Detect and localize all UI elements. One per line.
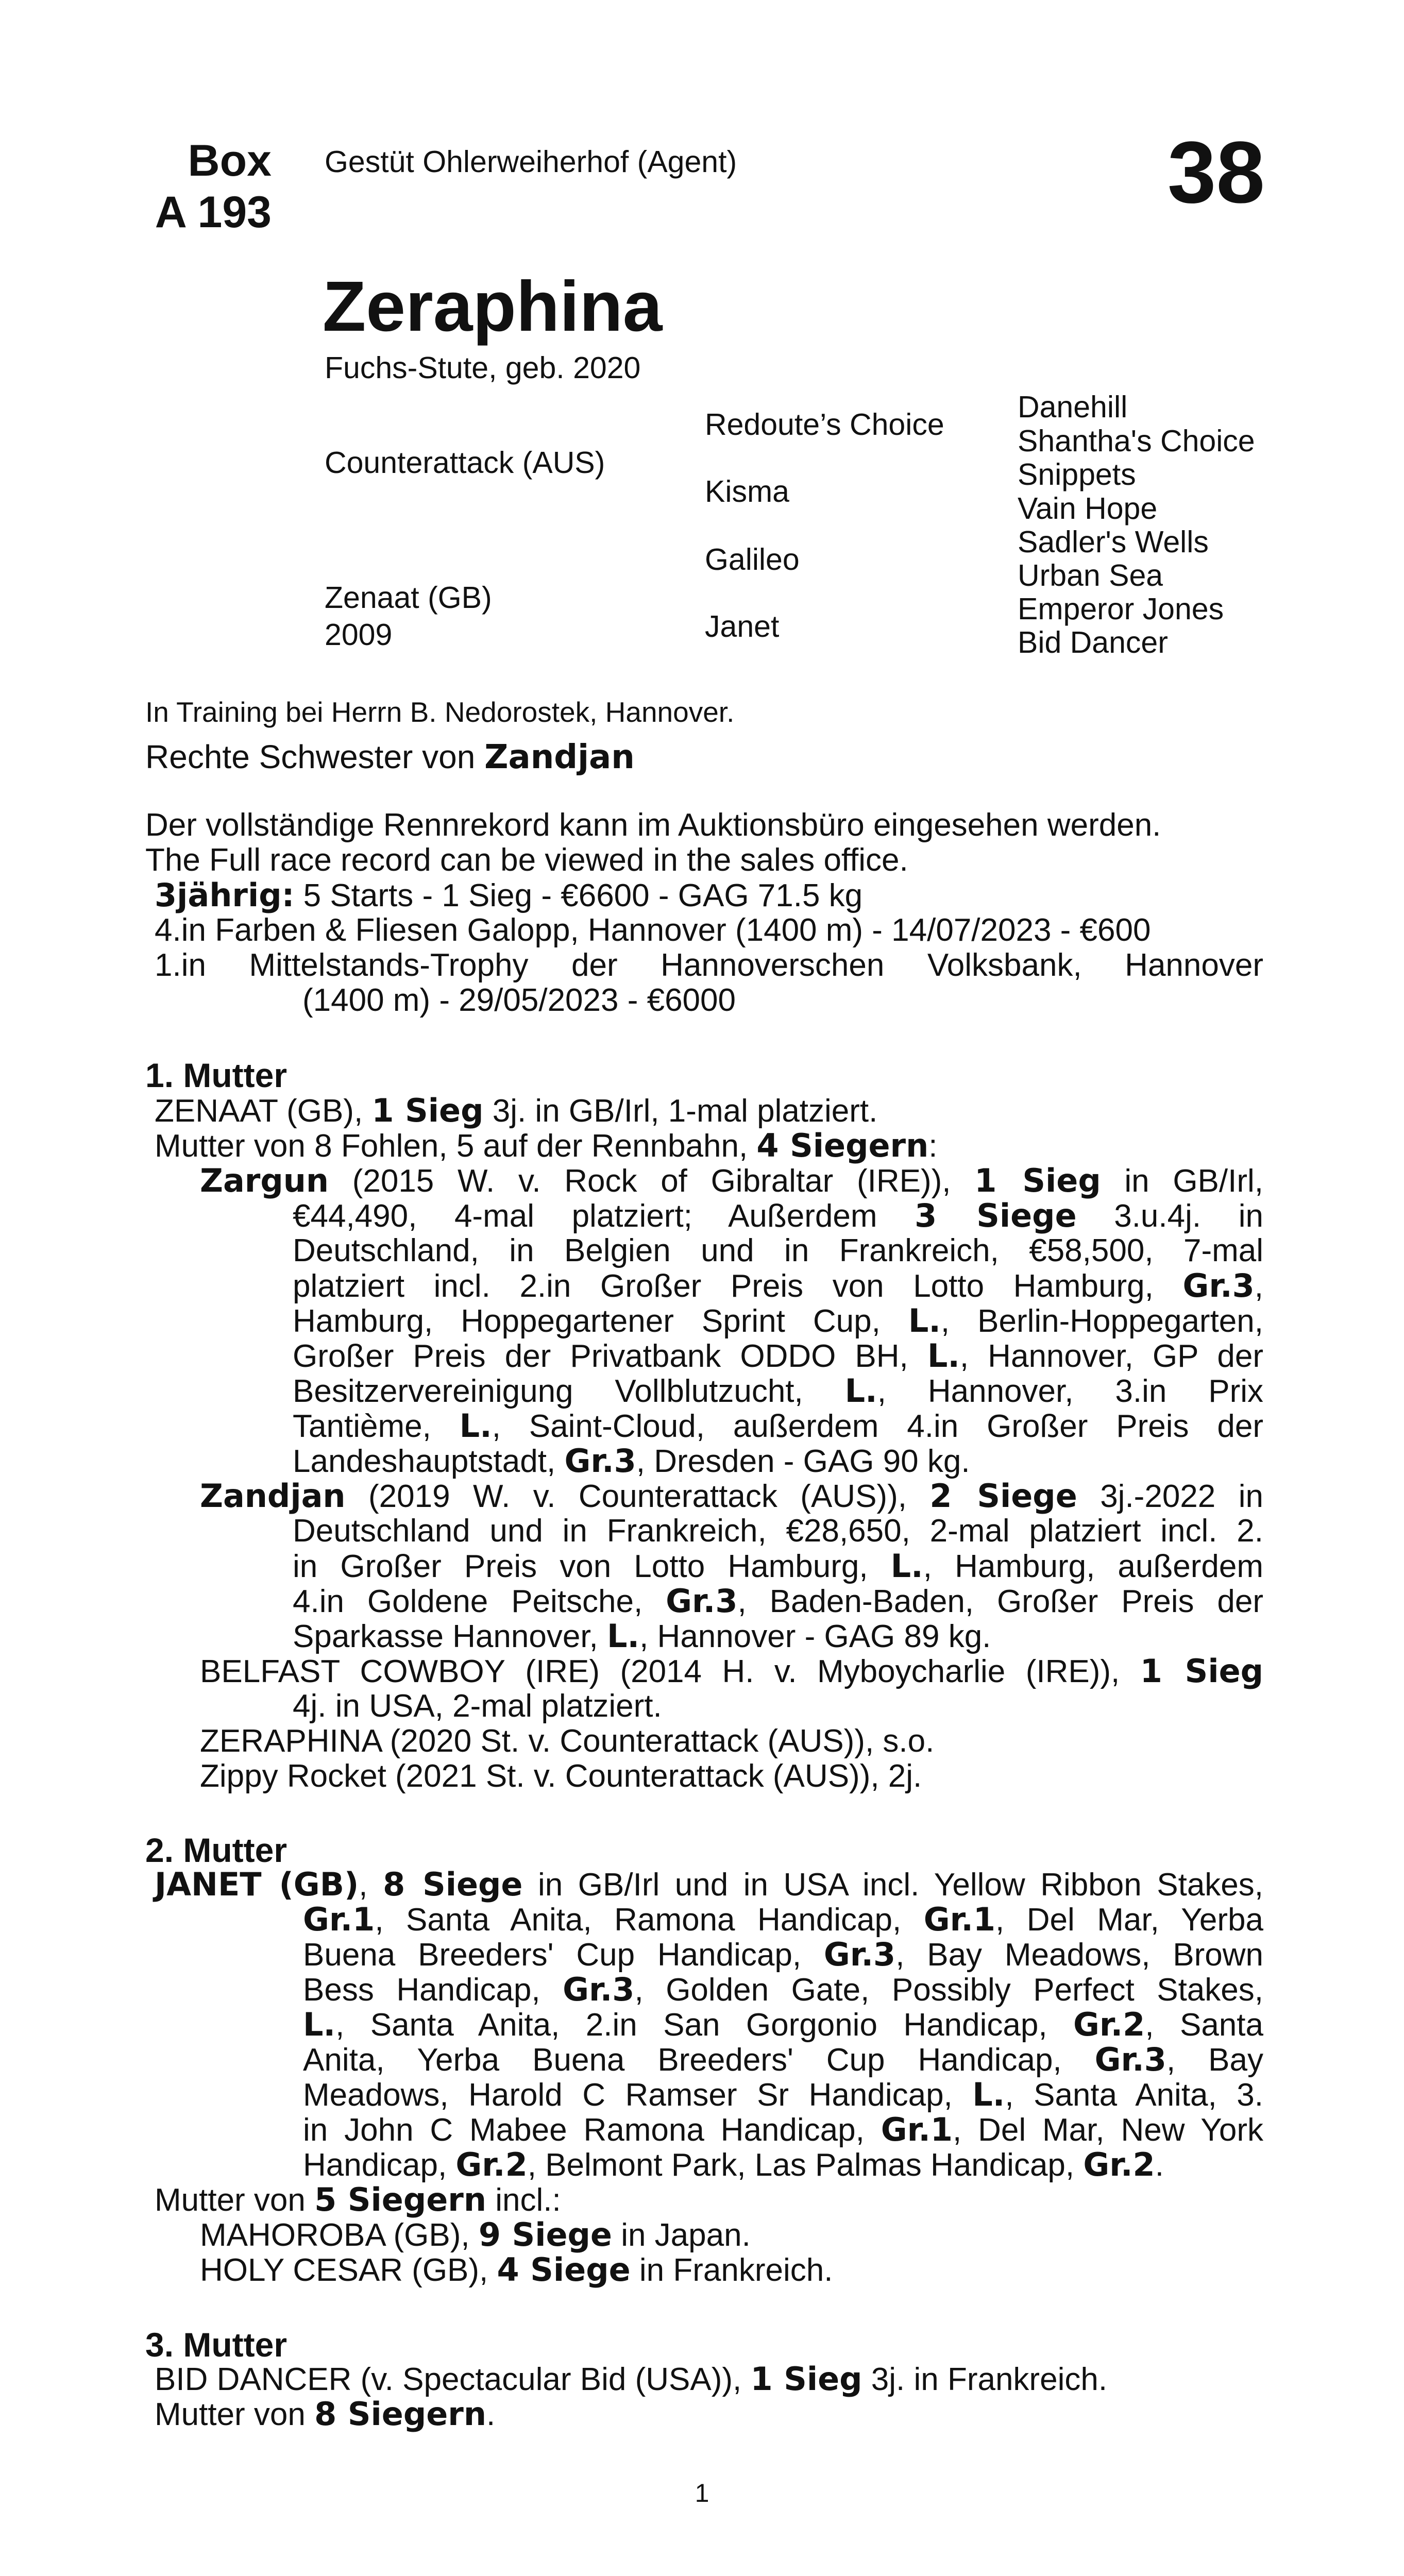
progeny-holy-rest: in Frankreich. [639,2252,833,2288]
second-dam-line: Anita, Yerba Buena Breeders' Cup Handicap, Gr.3, Bay [303,2041,1263,2078]
race-record-line: (1400 m) - 29/05/2023 - €6000 [302,982,736,1018]
pedigree-sire: Counterattack (AUS) [325,446,605,480]
progeny-zargun-line: €44,490, 4-mal platziert; Außerdem 3 Siege 3.u.4j. in [293,1197,1263,1234]
second-dam-line: Meadows, Harold C Ramser Sr Handicap, L., Santa Anita, 3. [303,2076,1263,2113]
progeny-zandjan-wins: 2 Siege [929,1477,1077,1515]
third-dam-wins: 1 Sieg [750,2360,862,2398]
agent-name: Gestüt Ohlerweiherhof (Agent) [325,145,737,179]
training-note: In Training bei Herrn B. Nedorostek, Hannover. [145,696,735,728]
progeny-zandjan-name: Zandjan [200,1477,346,1515]
third-dam-wins-rest: 3j. in Frankreich. [871,2362,1108,2397]
sibling-name: Zandjan [484,738,635,776]
pedigree-great-grandparent: Danehill [1018,390,1128,424]
race-record-line: 1.in Mittelstands-Trophy der Hannoverschen Volksbank, Hannover [155,947,1263,983]
third-dam-line [155,2362,1107,2398]
second-dam-line1: JANET (GB), 8 Siege in GB/Irl und in USA incl. Yellow Ribbon Stakes, [155,1866,1264,1903]
progeny-zandjan-line: Deutschland und in Frankreich, €28,650, 2-mal platziert incl. 2. [293,1513,1263,1549]
pedigree-great-grandparent: Shantha's Choice [1018,424,1255,458]
progeny-zargun-line: Deutschland, in Belgien und in Frankreich, €58,500, 7-mal [293,1233,1263,1268]
pedigree-great-grandparent: Sadler's Wells [1018,525,1209,559]
produce-prefix: Mutter von [155,2397,306,2432]
first-dam-produce [155,1128,937,1164]
second-dam-wins: 8 Siege [383,1866,523,1903]
section-heading-third-dam: 3. Mutter [145,2326,287,2364]
second-dam-line: Buena Breeders' Cup Handicap, Gr.3, Bay Meadows, Brown [303,1936,1263,1973]
first-dam-name: ZENAAT (GB), [155,1093,363,1129]
pedigree-grandparent: Redoute’s Choice [705,408,944,442]
produce-prefix: Mutter von [155,2182,306,2218]
box-line-2: A 193 [155,188,272,237]
progeny-belfast-name: BELFAST COWBOY (IRE) (2014 H. v. Myboycharlie (IRE)), [200,1654,1120,1689]
race-record-summary-text: 5 Starts - 1 Sieg - €6600 - GAG 71.5 kg [303,878,863,913]
progeny-zargun-line1: Zargun (2015 W. v. Rock of Gibraltar (IRE)), 1 Sieg in GB/Irl, [200,1162,1264,1199]
progeny-belfast-line1 [200,1654,1263,1690]
pedigree-grandparent: Galileo [705,543,800,577]
first-dam-wins: 1 Sieg [371,1092,484,1129]
race-record-summary [155,878,862,913]
progeny-belfast-line2: 4j. in USA, 2-mal platziert. [293,1688,662,1724]
progeny-zandjan-line: Sparkasse Hannover, L., Hannover - GAG 89 kg. [293,1617,991,1655]
pedigree-great-grandparent: Bid Dancer [1018,625,1168,659]
horse-name: Zeraphina [323,267,663,346]
second-dam-produce [155,2182,561,2218]
progeny-zargun-line: Besitzervereinigung Vollblutzucht, L., Hannover, 3.in Prix [293,1372,1263,1410]
sibling-note [145,738,635,776]
sibling-prefix: Rechte Schwester von [145,738,476,775]
box-label [144,135,272,238]
progeny-zargun-line: Tantième, L., Saint-Cloud, außerdem 4.in Großer Preis der [293,1407,1263,1445]
produce-suffix: : [928,1128,938,1164]
progeny-zandjan-line: 4.in Goldene Peitsche, Gr.3, Baden-Baden, Großer Preis der [293,1582,1263,1620]
record-note-de: Der vollständige Rennrekord kann im Auktionsbüro eingesehen werden. [145,807,1161,843]
first-dam-line [155,1093,877,1129]
progeny-zippy-rocket: Zippy Rocket (2021 St. v. Counterattack (AUS)), 2j. [200,1758,922,1794]
produce-winners: 4 Siegern [756,1127,929,1164]
second-dam-line: Handicap, Gr.2, Belmont Park, Las Palmas Handicap, Gr.2. [303,2146,1164,2183]
race-record-line: 4.in Farben & Fliesen Galopp, Hannover (1400 m) - 14/07/2023 - €600 [155,912,1151,948]
progeny-zandjan-line: in Großer Preis von Lotto Hamburg, L., Hamburg, außerdem [293,1547,1263,1585]
second-dam-line: in John C Mabee Ramona Handicap, Gr.1, Del Mar, New York [303,2111,1264,2148]
progeny-belfast-wins: 1 Sieg [1140,1652,1264,1690]
progeny-mahoroba-wins: 9 Siege [478,2216,612,2253]
pedigree-dam: Zenaat (GB) [325,581,492,615]
pedigree-great-grandparent: Vain Hope [1018,492,1158,526]
produce-winners: 8 Siegern [314,2395,486,2433]
pedigree-grandparent: Kisma [705,474,789,509]
second-dam-name: JANET (GB) [155,1866,359,1903]
section-heading-first-dam: 1. Mutter [145,1056,287,1094]
third-dam-produce [155,2397,495,2433]
first-dam-wins-rest: 3j. in GB/Irl, 1-mal platziert. [492,1093,878,1129]
horse-description: Fuchs-Stute, geb. 2020 [325,351,641,385]
progeny-zargun-line: Landeshauptstadt, Gr.3, Dresden - GAG 90 kg. [293,1442,970,1480]
race-record-label: 3jährig: [155,876,295,914]
progeny-holy-cesar [200,2252,833,2289]
pedigree-great-grandparent: Urban Sea [1018,558,1163,592]
progeny-zandjan-line1 [200,1479,1263,1515]
produce-suffix: . [486,2397,496,2432]
record-note-en: The Full race record can be viewed in the sales office. [145,842,908,878]
progeny-zargun-line: Großer Preis der Privatbank ODDO BH, L., Hannover, GP der [293,1337,1263,1375]
page-number: 1 [695,2479,709,2507]
progeny-mahoroba-name: MAHOROBA (GB), [200,2217,470,2253]
progeny-zeraphina: ZERAPHINA (2020 St. v. Counterattack (AUS)), s.o. [200,1723,935,1759]
progeny-zargun-line: platziert incl. 2.in Großer Preis von Lotto Hamburg, Gr.3, [293,1267,1263,1304]
progeny-mahoroba [200,2217,751,2253]
progeny-zandjan-info-end: 3j.-2022 in [1100,1479,1263,1514]
progeny-holy-wins: 4 Siege [497,2251,631,2289]
pedigree-dam-year: 2009 [325,618,393,652]
progeny-zargun-line: Hamburg, Hoppegartener Sprint Cup, L., Berlin-Hoppegarten, [293,1302,1263,1340]
second-dam-line: Bess Handicap, Gr.3, Golden Gate, Possibly Perfect Stakes, [303,1971,1263,2008]
progeny-holy-name: HOLY CESAR (GB), [200,2252,488,2288]
progeny-mahoroba-rest: in Japan. [621,2217,751,2253]
box-line-1: Box [188,136,272,185]
progeny-zandjan-info: (2019 W. v. Counterattack (AUS)), [368,1479,907,1514]
pedigree-great-grandparent: Emperor Jones [1018,592,1224,626]
second-dam-line: Gr.1, Santa Anita, Ramona Handicap, Gr.1, Del Mar, Yerba [303,1901,1263,1938]
pedigree-grandparent: Janet [705,609,780,643]
section-heading-second-dam: 2. Mutter [145,1831,287,1869]
produce-winners: 5 Siegern [314,2181,486,2218]
produce-suffix: incl.: [495,2182,561,2218]
lot-number: 38 [1167,124,1265,222]
pedigree-great-grandparent: Snippets [1018,457,1136,492]
second-dam-line: L., Santa Anita, 2.in San Gorgonio Handicap, Gr.2, Santa [303,2006,1263,2043]
third-dam-name: BID DANCER (v. Spectacular Bid (USA)), [155,2362,742,2397]
produce-prefix: Mutter von 8 Fohlen, 5 auf der Rennbahn, [155,1128,748,1164]
